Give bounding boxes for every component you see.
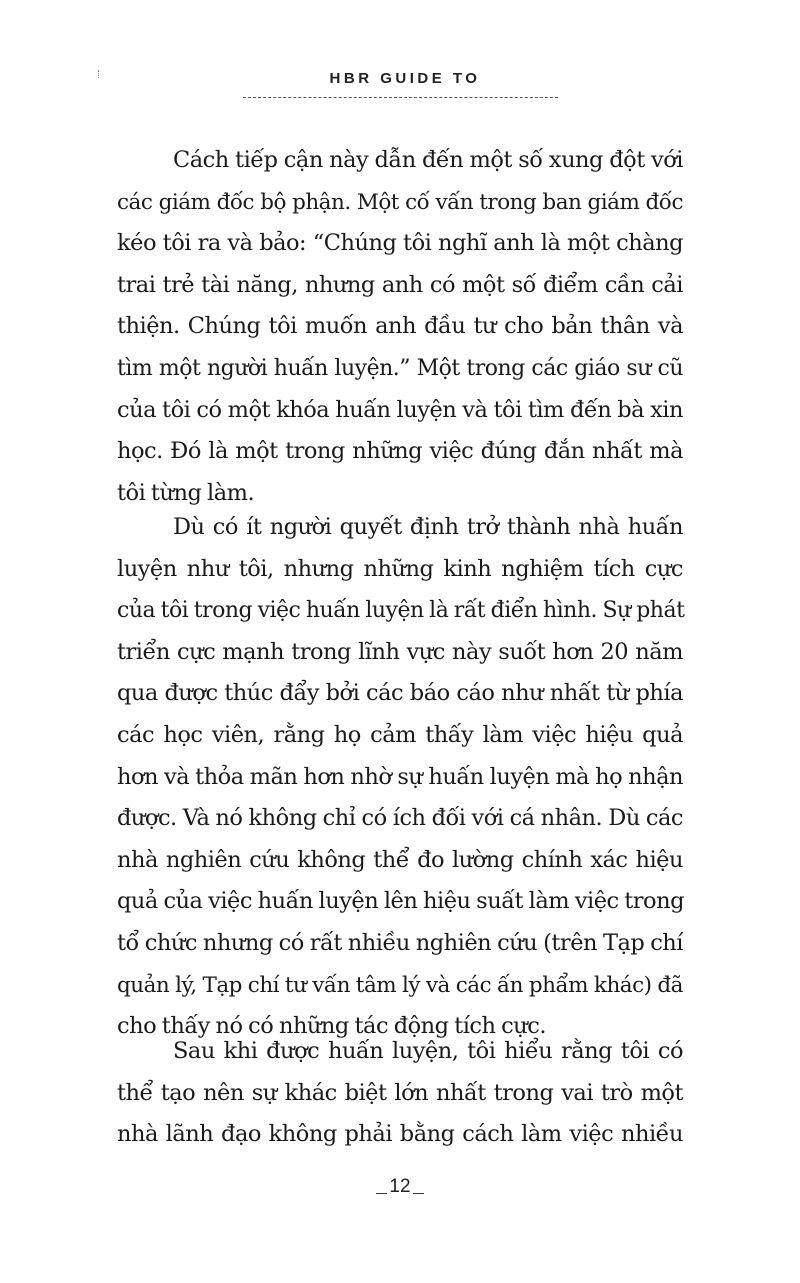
text-line: của tôi có một khóa huấn luyện và tôi tìm đến bà xin	[117, 396, 683, 423]
text-line: qua được thúc đẩy bởi các báo cáo như nhất từ phía	[117, 680, 683, 707]
text-line: được. Và nó không chỉ có ích đối với cá nhân. Dù các	[117, 805, 683, 832]
text-line: Cách tiếp cận này dẫn đến một số xung đột với	[173, 147, 683, 173]
text-line: luyện như tôi, nhưng những kinh nghiệm tích cực	[117, 555, 683, 582]
text-line: học. Đó là một trong những việc đúng đắn nhất mà	[117, 438, 683, 465]
text-line: Dù có ít người quyết định trở thành nhà huấn	[173, 514, 683, 540]
text-line: quả của việc huấn luyện lên hiệu suất làm việc trong	[117, 888, 684, 915]
running-header	[0, 70, 800, 87]
text-line: của tôi trong việc huấn luyện là rất điển hình. Sự phát	[117, 598, 685, 624]
text-line: tôi từng làm.	[117, 479, 255, 506]
text-line: các học viên, rằng họ cảm thấy làm việc hiệu quả	[117, 721, 683, 748]
text-line: cho thấy nó có những tác động tích cực.	[117, 1013, 547, 1040]
text-line: hơn và thỏa mãn hơn nhờ sự huấn luyện mà họ nhận	[117, 763, 683, 790]
text-line: các giám đốc bộ phận. Một cố vấn trong ban giám đốc	[117, 189, 683, 215]
text-line: Sau khi được huấn luyện, tôi hiểu rằng tôi có	[173, 1038, 683, 1064]
page-footer	[0, 1176, 800, 1198]
text-line: thể tạo nên sự khác biệt lớn nhất trong vai trò một	[117, 1079, 683, 1106]
running-header-title: HBR GUIDE TO	[329, 70, 481, 87]
paragraph-1	[117, 140, 683, 514]
header-dashed-rule	[243, 97, 558, 98]
paragraph-3	[117, 1031, 683, 1156]
text-line: tìm một người huấn luyện.” Một trong các giáo sư cũ	[117, 355, 683, 381]
text-line: nhà nghiên cứu không thể đo lường chính xác hiệu	[117, 846, 683, 873]
text-line: tổ chức nhưng có rất nhiều nghiên cứu (trên Tạp chí	[117, 929, 683, 956]
text-line: quản lý, Tạp chí tư vấn tâm lý và các ấn phẩm khác) đã	[117, 972, 683, 998]
text-line: trai trẻ tài năng, nhưng anh có một số điểm cần cải	[117, 271, 683, 298]
text-line: triển cực mạnh trong lĩnh vực này suốt hơn 20 năm	[117, 638, 683, 665]
text-line: nhà lãnh đạo không phải bằng cách làm việc nhiều	[117, 1121, 683, 1148]
text-line: kéo tôi ra và bảo: “Chúng tôi nghĩ anh là một chàng	[117, 230, 683, 257]
text-line: thiện. Chúng tôi muốn anh đầu tư cho bản thân và	[117, 313, 683, 340]
footer-dash-right	[413, 1193, 424, 1194]
footer-dash-left	[376, 1193, 387, 1194]
page-number: 12	[389, 1176, 411, 1197]
paragraph-2	[117, 507, 683, 1048]
